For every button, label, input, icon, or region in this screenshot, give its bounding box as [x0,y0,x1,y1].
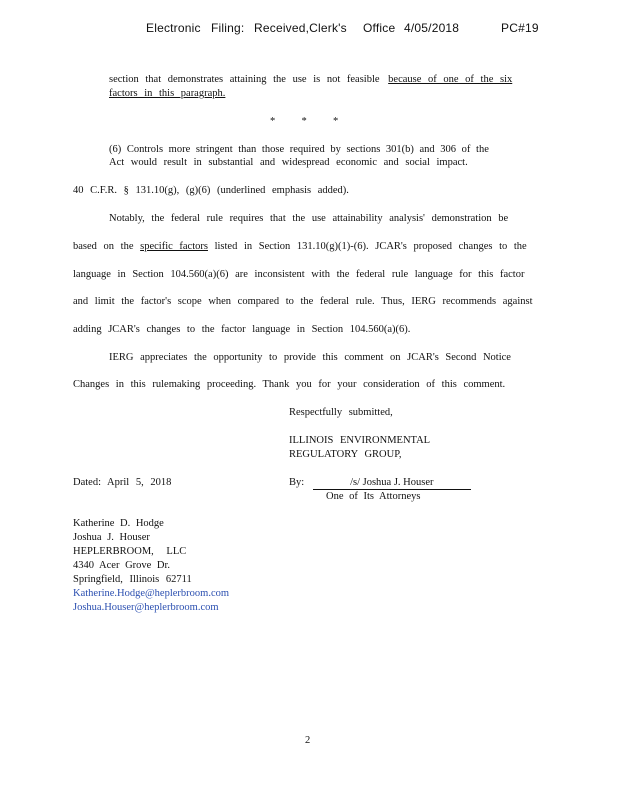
para1-line2 [73,241,527,253]
citation: 40 C.F.R. § 131.10(g), (g)(6) (underlined emphasis added). [73,185,349,196]
para2-line1: IERG appreciates the opportunity to provide this comment on JCAR's Second Notice [109,352,511,363]
asterisk-separator: * * * [270,116,339,127]
by-label: By: [289,477,305,488]
org-name-line1: ILLINOIS ENVIRONMENTAL [289,435,431,446]
para1-line2-end: listed in Section 131.10(g)(1)-(6). JCAR's proposed changes to the [214,241,527,252]
header-date: 4/05/2018 [404,21,460,35]
para1-line3: language in Section 104.560(a)(6) are inconsistent with the federal rule language for this factor [73,269,525,280]
para1-specific-factors: specific factors [140,241,208,252]
quote2-line1: (6) Controls more stringent than those required by sections 301(b) and 306 of the [109,144,489,155]
header-filing: Filing: [211,21,245,35]
header-received: Received,Clerk's [254,21,347,35]
para2-line2: Changes in this rulemaking proceeding. Thank you for your consideration of this comment. [73,379,506,390]
email-link-hodge[interactable]: Katherine.Hodge@heplerbroom.com [73,588,230,599]
quote2-line2: Act would result in substantial and widespread economic and social impact. [109,157,468,168]
quote1-line2 [109,88,225,100]
contact-city: Springfield, Illinois 62711 [73,574,192,585]
quote1-text: section that demonstrates attaining the use is not feasible [109,74,380,85]
signature-role: One of Its Attorneys [326,491,421,502]
signature-line [289,477,471,490]
email-link-houser[interactable]: Joshua.Houser@heplerbroom.com [73,602,219,613]
quote1-underlined-2: factors in this paragraph. [109,88,226,99]
contact-name-houser: Joshua J. Houser [73,532,150,543]
page-number: 2 [305,735,311,746]
quote1-line1 [109,74,513,86]
respectfully-submitted: Respectfully submitted, [289,407,393,418]
org-name-line2: REGULATORY GROUP, [289,449,402,460]
header-office: Office [363,21,396,35]
para1-line1: Notably, the federal rule requires that the use attainability analysis' demonstration be [109,213,509,224]
dated: Dated: April 5, 2018 [73,477,172,488]
para1-line4: and limit the factor's scope when compared to the federal rule. Thus, IERG recommends against [73,296,533,307]
contact-name-hodge: Katherine D. Hodge [73,518,164,529]
para1-line2-start: based on the [73,241,134,252]
quote1-underlined: because of one of the six [388,74,513,85]
header-electronic: Electronic [146,21,201,35]
contact-street: 4340 Acer Grove Dr. [73,560,171,571]
header-pc-number: PC#19 [501,21,539,35]
contact-firm: HEPLERBROOM, LLC [73,546,187,557]
para1-line5: adding JCAR's changes to the factor language in Section 104.560(a)(6). [73,324,411,335]
signature: /s/ Joshua J. Houser [313,477,471,490]
